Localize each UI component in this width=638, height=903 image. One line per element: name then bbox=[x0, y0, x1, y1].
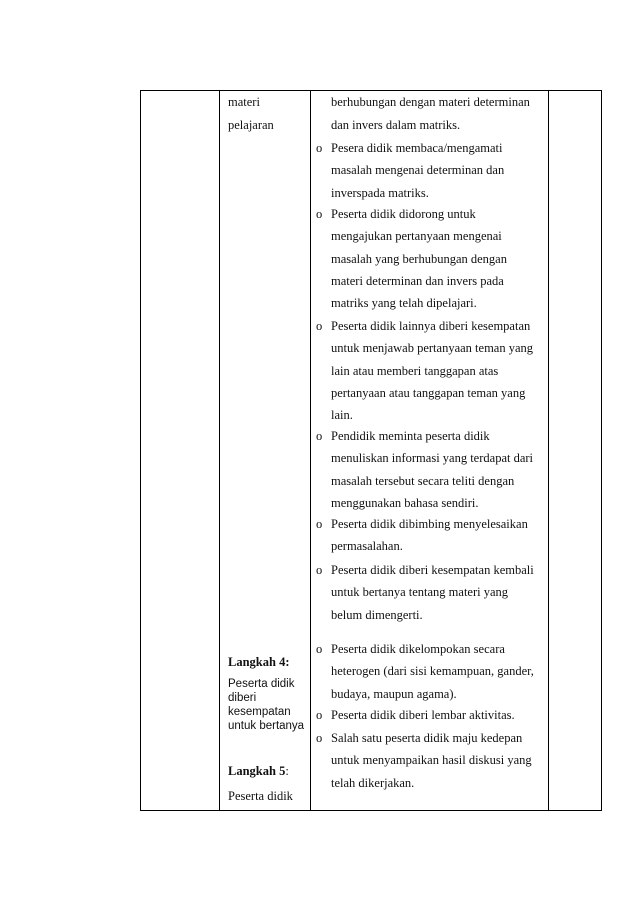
table-right-border bbox=[601, 90, 602, 811]
activity-bullet-line: Peserta didik lainnya diberi kesempatan bbox=[331, 319, 531, 333]
activity-bullet-line: Pendidik meminta peserta didik bbox=[331, 429, 490, 443]
step-5-desc-line: Peserta didik bbox=[228, 789, 293, 803]
step-5-title bbox=[228, 763, 289, 779]
activity-bullet-line: untuk menyampaikan hasil diskusi yang bbox=[331, 753, 532, 767]
activity-bullet-line: untuk menjawab pertanyaan teman yang bbox=[331, 341, 534, 355]
step-4-desc-line: diberi bbox=[228, 692, 257, 704]
activity-bullet-line: lain. bbox=[331, 408, 353, 422]
table-bottom-border bbox=[140, 810, 602, 811]
step-4-desc-line: kesempatan bbox=[228, 706, 291, 718]
activity-bullet-line: materi determinan dan invers pada bbox=[331, 274, 504, 288]
step-4-title: Langkah 4: bbox=[228, 655, 290, 669]
bullet-marker: o bbox=[316, 141, 323, 155]
activity-bullet-line: belum dimengerti. bbox=[331, 608, 423, 622]
activity-bullet-line: Peserta didik diberi lembar aktivitas. bbox=[331, 708, 515, 722]
step-4-desc-line: untuk bertanya bbox=[228, 720, 305, 732]
activity-bullet-line: budaya, maupun agama). bbox=[331, 687, 457, 701]
bullet-marker: o bbox=[316, 207, 323, 221]
activity-bullet-line: Salah satu peserta didik maju kedepan bbox=[331, 731, 523, 745]
activity-intro-line: berhubungan dengan materi determinan bbox=[331, 95, 530, 109]
bullet-marker: o bbox=[316, 731, 323, 745]
activity-bullet-line: permasalahan. bbox=[331, 539, 403, 553]
bullet-marker: o bbox=[316, 319, 323, 333]
activity-bullet-line: lain atau memberi tanggapan atas bbox=[331, 364, 499, 378]
activity-bullet-line: masalah tersebut secara teliti dengan bbox=[331, 474, 515, 488]
step-label-line: pelajaran bbox=[228, 118, 274, 132]
activity-bullet-line: Peserta didik dibimbing menyelesaikan bbox=[331, 517, 528, 531]
step-label-line: materi bbox=[228, 95, 260, 109]
bullet-marker: o bbox=[316, 517, 323, 531]
table-left-border bbox=[140, 90, 141, 811]
activity-bullet-line: inverspada matriks. bbox=[331, 186, 429, 200]
activity-bullet-line: Peserta didik diberi kesempatan kembali bbox=[331, 563, 534, 577]
activity-bullet-line: telah dikerjakan. bbox=[331, 776, 415, 790]
table-top-border bbox=[140, 90, 602, 91]
activity-bullet-line: untuk bertanya tentang materi yang bbox=[331, 585, 509, 599]
activity-intro-line: dan invers dalam matriks. bbox=[331, 118, 461, 132]
activity-bullet-line: masalah yang berhubungan dengan bbox=[331, 252, 507, 266]
activity-bullet-line: matriks yang telah dipelajari. bbox=[331, 296, 477, 310]
bullet-marker: o bbox=[316, 642, 323, 656]
bullet-marker: o bbox=[316, 563, 323, 577]
activity-bullet-line: mengajukan pertanyaan mengenai bbox=[331, 229, 502, 243]
step-4-desc-line: Peserta didik bbox=[228, 678, 295, 690]
bullet-marker: o bbox=[316, 708, 323, 722]
column-divider-2 bbox=[310, 90, 311, 811]
activity-bullet-line: heterogen (dari sisi kemampuan, gander, bbox=[331, 664, 534, 678]
activity-bullet-line: Peserta didik didorong untuk bbox=[331, 207, 476, 221]
activity-bullet-line: menggunakan bahasa sendiri. bbox=[331, 496, 479, 510]
activity-bullet-line: pertanyaan atau tanggapan teman yang bbox=[331, 386, 526, 400]
bullet-marker: o bbox=[316, 429, 323, 443]
activity-bullet-line: Pesera didik membaca/mengamati bbox=[331, 141, 503, 155]
step-5-title-text: Langkah 5 bbox=[228, 764, 286, 778]
step-5-colon: : bbox=[285, 764, 289, 778]
activity-bullet-line: menuliskan informasi yang terdapat dari bbox=[331, 451, 534, 465]
column-divider-1 bbox=[219, 90, 220, 811]
activity-bullet-line: masalah mengenai determinan dan bbox=[331, 163, 505, 177]
activity-bullet-line: Peserta didik dikelompokan secara bbox=[331, 642, 505, 656]
column-divider-3 bbox=[548, 90, 549, 811]
